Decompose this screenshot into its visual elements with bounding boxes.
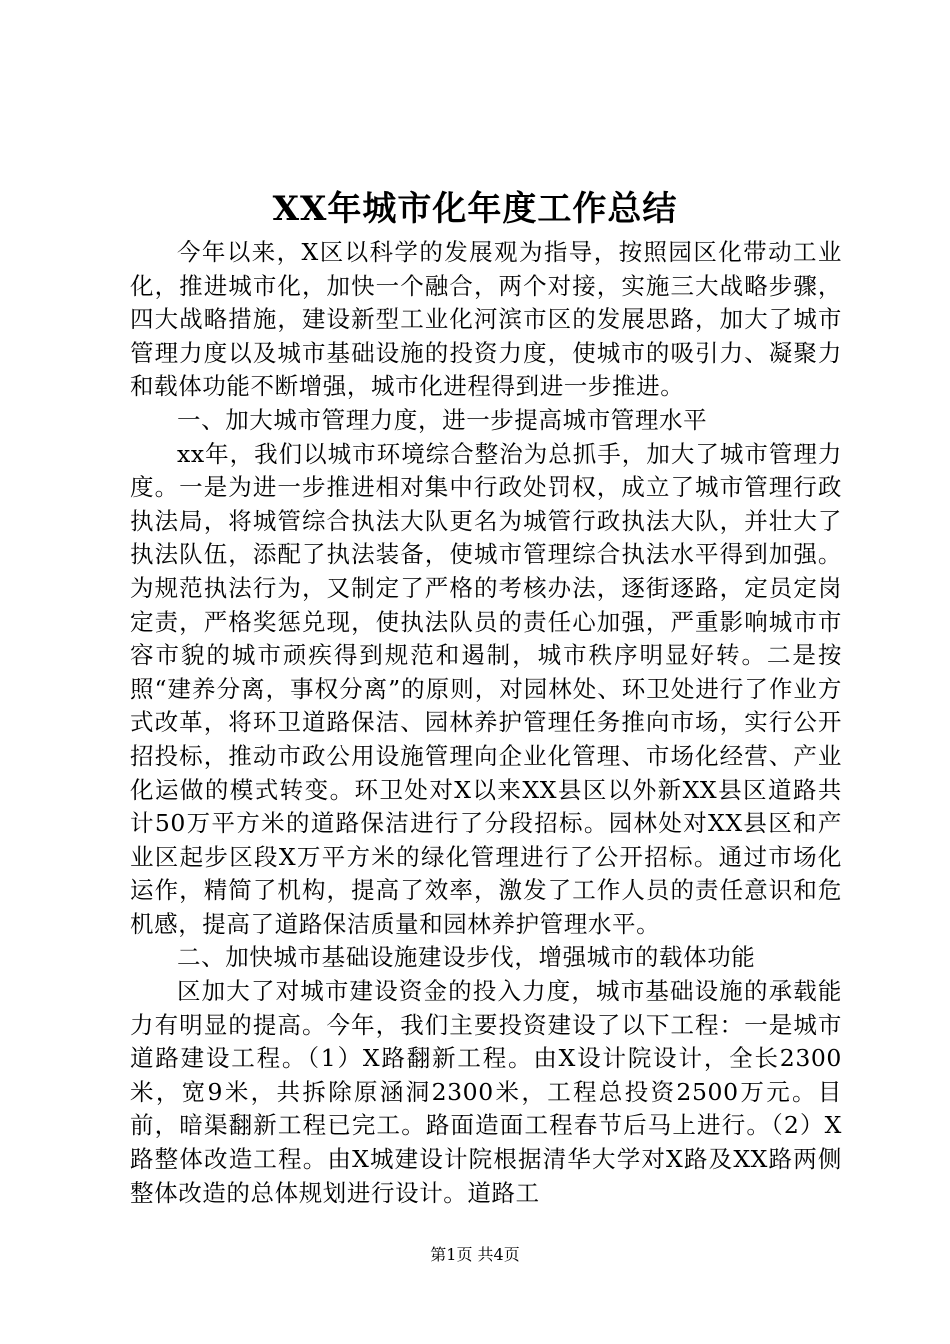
intro-paragraph: 今年以来，X区以科学的发展观为指导，按照园区化带动工业化，推进城市化，加快一个融合，两个对接，实施三大战略步骤，四大战略措施，建设新型工业化河滨市区的发展思路，加大了城市管理力度以及城市基础设施的投资力度，使城市的吸引力、凝聚力和载体功能不断增强，城市化进程得到进一步推进。 [130, 238, 842, 401]
section-1-paragraph: xx年，我们以城市环境综合整治为总抓手，加大了城市管理力度。一是为进一步推进相对集中行政处罚权，成立了城市管理行政执法局，将城管综合执法大队更名为城管行政执法大队，并壮大了执法队伍，添配了执法装备，使城市管理综合执法水平得到加强。为规范执法行为，又制定了严格的考核办法，逐街逐路，定员定岗定责，严格奖惩兑现，使执法队员的责任心加强，严重影响城市市容市貌的城市顽疾得到规范和遏制，城市秩序明显好转。二是按照“建养分离，事权分离”的原则，对园林处、环卫处进行了作业方式改革，将环卫道路保洁、园林养护管理任务推向市场，实行公开招投标，推动市政公用设施管理向企业化管理、市场化经营、产业化运做的模式转变。环卫处对X以来XX县区以外新XX县区道路共计50万平方米的道路保洁进行了分段招标。园林处对XX县区和产业区起步区段X万平方米的绿化管理进行了公开招标。通过市场化运作，精简了机构，提高了效率，激发了工作人员的责任意识和危机感，提高了道路保洁质量和园林养护管理水平。 [130, 439, 842, 938]
section-2-paragraph: 区加大了对城市建设资金的投入力度，城市基础设施的承载能力有明显的提高。今年，我们主要投资建设了以下工程：一是城市道路建设工程。（1）X路翻新工程。由X设计院设计，全长2300米，宽9米，共拆除原涵洞2300米，工程总投资2500万元。目前，暗渠翻新工程已完工。路面造面工程春节后马上进行。（2）X路整体改造工程。由X城建设计院根据清华大学对X路及XX路两侧整体改造的总体规划进行设计。道路工 [130, 977, 842, 1207]
document-title: XX年城市化年度工作总结 [272, 189, 678, 229]
page-footer: 第1页 共4页 [430, 1245, 520, 1264]
section-heading-2: 二、加快城市基础设施建设步伐，增强城市的载体功能 [177, 943, 756, 972]
section-heading-1: 一、加大城市管理力度，进一步提高城市管理水平 [177, 405, 708, 434]
document-body [130, 236, 842, 1210]
